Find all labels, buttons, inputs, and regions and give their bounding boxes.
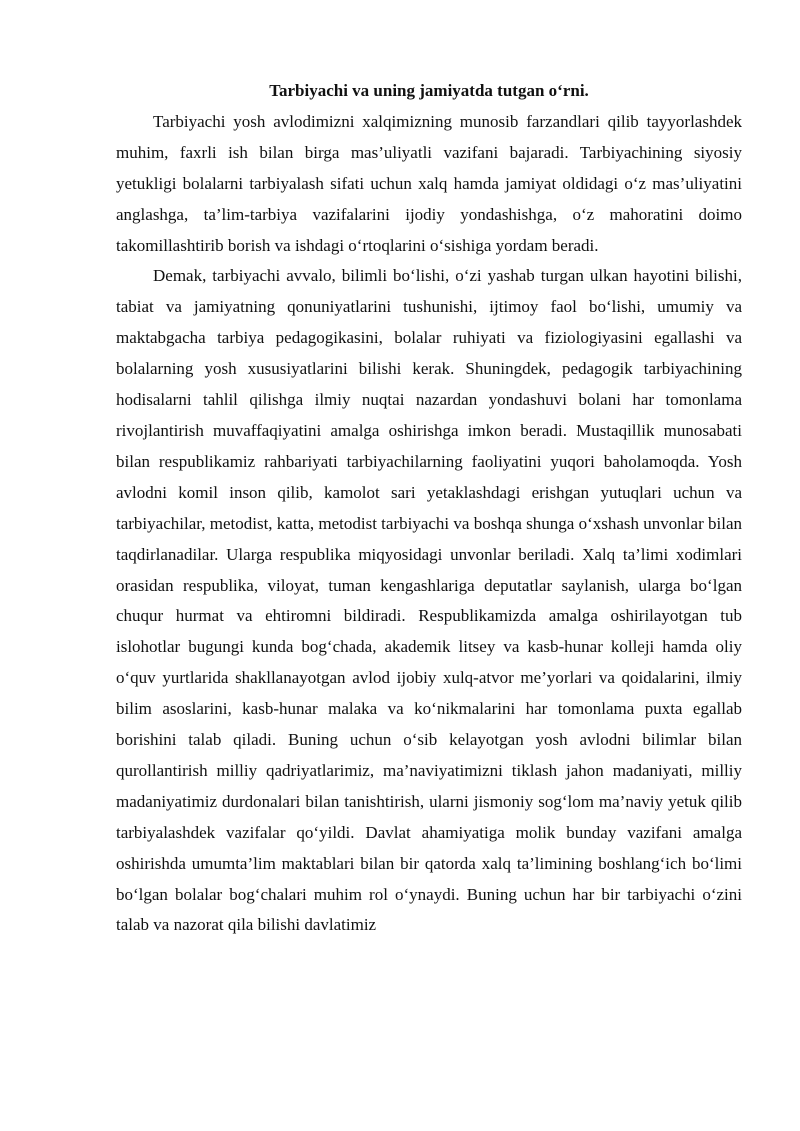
document-body [116, 76, 742, 941]
document-title: Tarbiyachi va uning jamiyatda tutgan o‘rni. [269, 81, 589, 100]
paragraph-1: Tarbiyachi yosh avlodimizni xalqimizning munosib farzandlari qilib tayyorlashdek muhim, faxrli ish bilan birga mas’uliyatli vazifani bajaradi. Tarbiyachining siyosiy yetukligi bolalarni tarbiyalash sifati uchun xalq hamda jamiyat oldidagi o‘z mas’uliyatini anglashga, ta’lim-tarbiya vazifalarini ijodiy yondashishga, o‘z mahoratini doimo takomillashtirib borish va ishdagi o‘rtoqlarini o‘sishiga yordam beradi. [116, 111, 742, 255]
paragraph-2: Demak, tarbiyachi avvalo, bilimli bo‘lishi, o‘zi yashab turgan ulkan hayotini bilishi, tabiat va jamiyatning qonuniyatlarini tushunishi, ijtimoy faol bo‘lishi, umumiy va maktabgacha tarbiya pedagogikasini, bolalar ruhiyati va fiziologiyasini egallashi va bolalarning yosh xususiyatlarini bilishi kerak. Shuningdek, pedagogik tarbiyachining hodisalarni tahlil qilishga ilmiy nuqtai nazardan yondashuvi bolani har tomonlama rivojlantirish muvaffaqiyatini amalga oshirishga imkon beradi. Mustaqillik munosabati bilan respublikamiz rahbariyati tarbiyachilarning faoliyatini yuqori baholamoqda. Yosh avlodni komil inson qilib, kamolot sari yetaklashdagi erishgan yutuqlari uchun va tarbiyachilar, metodist, katta, metodist tarbiyachi va boshqa shunga o‘xshash unvonlar bilan taqdirlanadilar. Ularga respublika miqyosidagi unvonlar beriladi. Xalq ta’limi xodimlari orasidan respublika, viloyat, tuman kengashlariga deputatlar saylanish, ularga bo‘lgan chuqur hurmat va ehtiromni bildiradi. Respublikamizda amalga oshirilayotgan tub islohotlar bugungi kunda bog‘chada, akademik litsey va kasb-hunar kolleji hamda oliy o‘quv yurtlarida shakllanayotgan avlod ijobiy xulq-atvor me’yorlari va qoidalarini, ilmiy bilim asoslarini, kasb-hunar malaka va ko‘nikmalarini har tomonlama puxta egallab borishini talab qiladi. Buning uchun o‘sib kelayotgan yosh avlodni bilimlar bilan qurollantirish milliy qadriyatlarimiz, ma’naviyatimizni tiklash jahon madaniyati, milliy madaniyatimiz durdonalari bilan tanishtirish, ularni jismoniy sog‘lom ma’naviy yetuk qilib tarbiyalashdek vazifalar qo‘yildi. Davlat ahamiyatiga molik bunday vazifani amalga oshirishda umumta’lim maktablari bilan bir qatorda xalq ta’limining boshlang‘ich bo‘limi bo‘lgan bolalar bog‘chalari muhim rol o‘ynaydi. Buning uchun har bir tarbiyachi o‘zini talab va nazorat qila bilishi davlatimiz [116, 266, 742, 935]
